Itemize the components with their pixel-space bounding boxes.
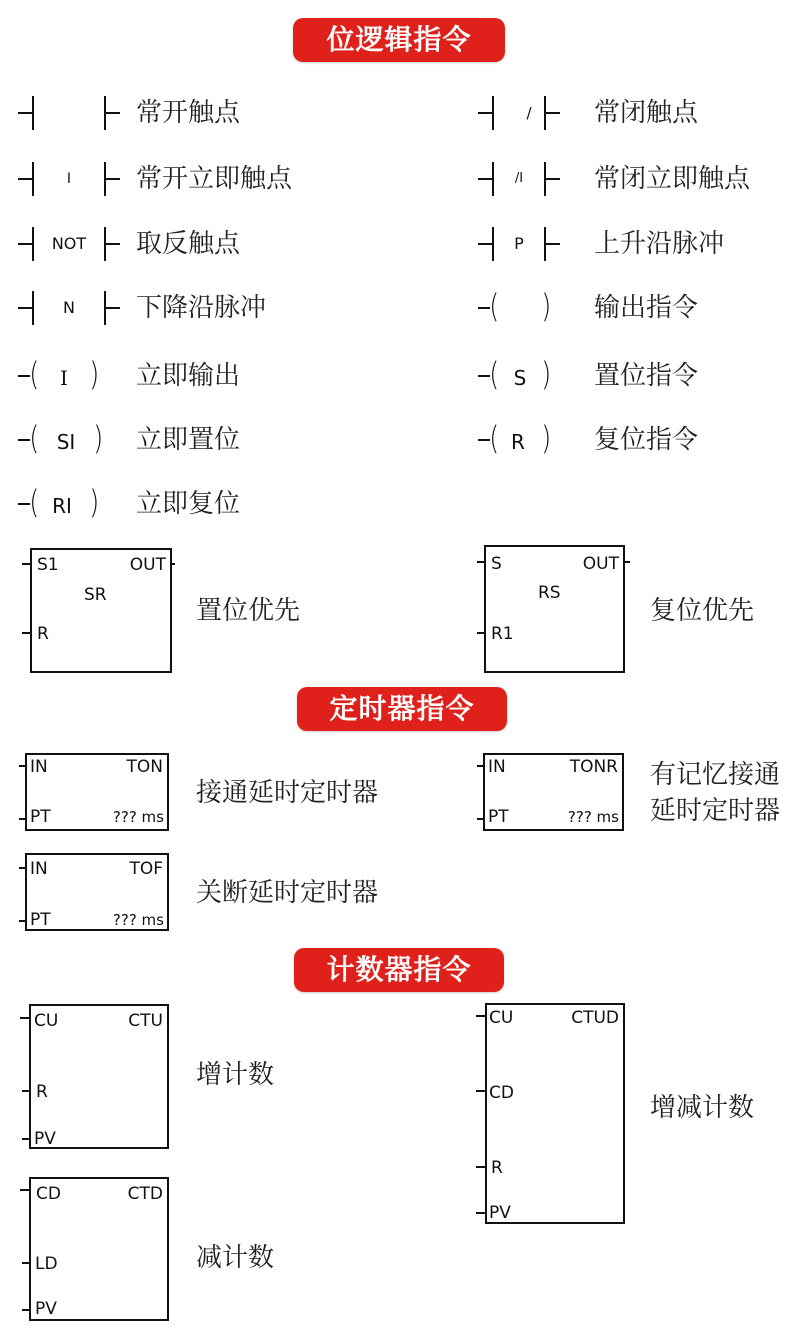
reset-immediate-coil-symbol: ( RI ) <box>18 484 108 524</box>
sr-out-pin <box>170 563 175 565</box>
negative-transition-contact-symbol: N <box>18 291 108 325</box>
set-coil-symbol: ( S ) <box>478 356 558 396</box>
immediate-output-coil-label: 立即输出 <box>136 361 241 391</box>
positive-transition-contact-symbol: P <box>478 227 568 261</box>
ctu-cu-pin <box>20 1017 29 1019</box>
ctud-pv-pin <box>476 1212 485 1214</box>
sr-in2-pin <box>22 632 30 634</box>
rs-in2-pin <box>477 632 485 634</box>
ctd-counter-block: CD CTD LD PV <box>29 1177 169 1321</box>
positive-transition-contact-label: 上升沿脉冲 <box>594 229 725 259</box>
ctd-counter-label: 减计数 <box>196 1243 275 1273</box>
ctd-ld-pin <box>22 1262 29 1264</box>
not-contact-label: 取反触点 <box>136 229 241 259</box>
ctud-cd-pin <box>476 1090 485 1092</box>
set-coil-label: 置位指令 <box>594 361 699 391</box>
section-title-counter: 计数器指令 <box>294 948 504 992</box>
rs-flipflop-block: S OUT RS R1 <box>484 545 625 673</box>
reset-coil-label: 复位指令 <box>594 425 699 455</box>
set-immediate-coil-symbol: ( SI ) <box>18 420 108 460</box>
ctd-cd-pin <box>20 1189 29 1191</box>
sr-flipflop-block: S1 OUT SR R <box>30 548 172 673</box>
tonr-timer-label-line2: 延时定时器 <box>650 796 781 826</box>
normally-closed-contact-label: 常闭触点 <box>594 98 699 128</box>
tonr-timer-label-line1: 有记忆接通 <box>650 760 781 790</box>
ctud-r-pin <box>476 1166 485 1168</box>
negative-transition-contact-label: 下降沿脉冲 <box>136 293 267 323</box>
section-title-bit-logic: 位逻辑指令 <box>293 18 505 62</box>
rs-block-label: 复位优先 <box>650 596 755 626</box>
immediate-output-coil-symbol: ( I ) <box>18 356 108 396</box>
tonr-pt-pin <box>477 818 483 820</box>
tof-pt-pin <box>19 920 25 922</box>
sr-in1-pin <box>22 563 30 565</box>
normally-open-immediate-contact-symbol: I <box>18 162 108 196</box>
normally-open-contact-label: 常开触点 <box>136 98 241 128</box>
normally-open-contact-symbol <box>18 96 108 130</box>
normally-closed-immediate-contact-symbol: /I <box>478 162 568 196</box>
tof-timer-block: IN TOF PT ??? ms <box>25 853 169 931</box>
output-coil-label: 输出指令 <box>594 293 699 323</box>
ctu-counter-block: CU CTU R PV <box>29 1004 169 1149</box>
ctud-cu-pin <box>476 1015 485 1017</box>
tof-in-pin <box>19 867 25 869</box>
output-coil-symbol: ( ) <box>478 288 558 328</box>
reset-coil-symbol: ( R ) <box>478 420 558 460</box>
ctu-counter-label: 增计数 <box>196 1060 275 1090</box>
ton-timer-block: IN TON PT ??? ms <box>25 753 169 831</box>
rs-in1-pin <box>477 561 485 563</box>
ctd-pv-pin <box>22 1309 29 1311</box>
ctu-r-pin <box>22 1090 29 1092</box>
ton-timer-label: 接通延时定时器 <box>196 778 379 808</box>
ctud-counter-label: 增减计数 <box>650 1093 755 1123</box>
section-title-timer: 定时器指令 <box>297 687 507 731</box>
ton-in-pin <box>19 765 25 767</box>
ton-pt-pin <box>19 818 25 820</box>
ctud-counter-block: CU CTUD CD R PV <box>485 1003 625 1224</box>
reset-immediate-coil-label: 立即复位 <box>136 489 241 519</box>
tof-timer-label: 关断延时定时器 <box>196 878 379 908</box>
not-contact-symbol: NOT <box>18 227 108 261</box>
normally-closed-immediate-contact-label: 常闭立即触点 <box>594 164 751 194</box>
ctu-pv-pin <box>22 1138 29 1140</box>
normally-open-immediate-contact-label: 常开立即触点 <box>136 164 293 194</box>
rs-out-pin <box>623 561 630 563</box>
tonr-timer-block: IN TONR PT ??? ms <box>483 753 624 831</box>
set-immediate-coil-label: 立即置位 <box>136 425 241 455</box>
normally-closed-contact-symbol: / <box>478 96 568 130</box>
sr-block-label: 置位优先 <box>196 596 301 626</box>
tonr-in-pin <box>477 765 483 767</box>
